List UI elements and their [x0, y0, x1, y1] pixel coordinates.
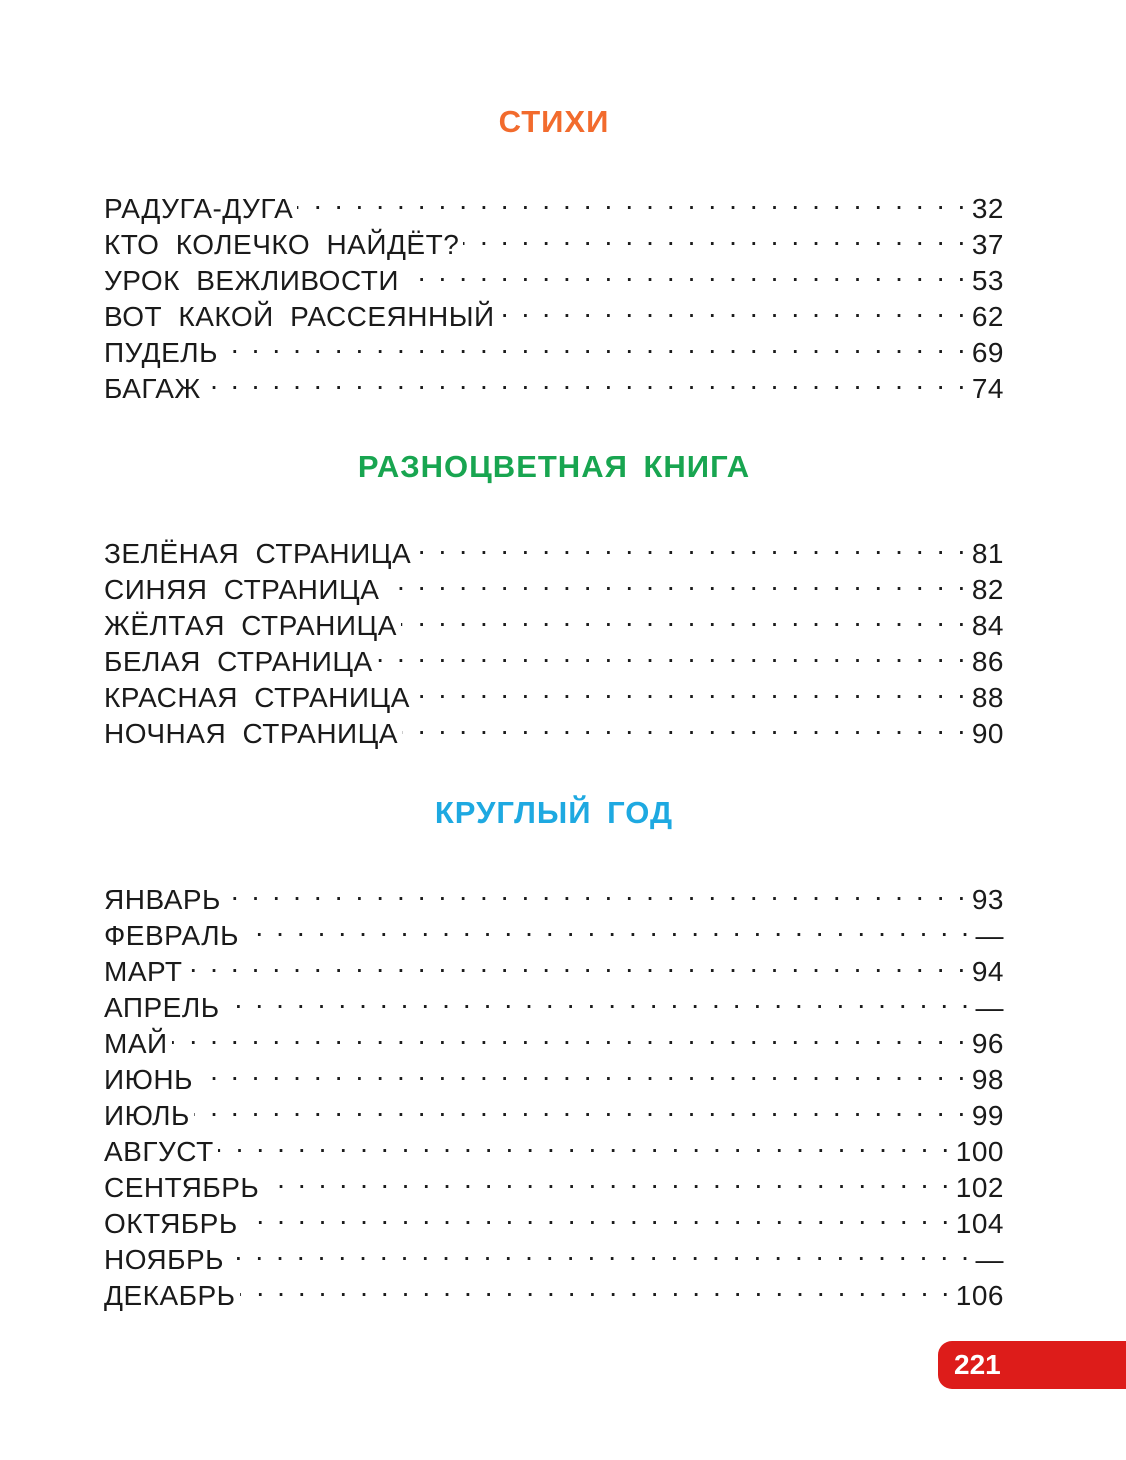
entry-label: МАРТ	[104, 956, 183, 987]
page-number: 221	[954, 1349, 1001, 1380]
dot-leader	[402, 707, 968, 743]
section-poems	[104, 102, 1004, 404]
entry-page: —	[975, 920, 1004, 951]
dot-leader	[401, 599, 968, 635]
entry-page: 96	[971, 1028, 1004, 1059]
entry-label: ЯНВАРЬ	[104, 884, 221, 915]
entry-page: 90	[971, 718, 1004, 749]
toc-entry[interactable]	[104, 182, 1004, 224]
entry-label: АПРЕЛЬ	[104, 992, 220, 1023]
dot-leader	[414, 671, 968, 707]
toc-entry[interactable]	[104, 362, 1004, 404]
entry-label: СИНЯЯ СТРАНИЦА	[104, 574, 380, 605]
entry-label: УРОК ВЕЖЛИВОСТИ	[104, 265, 399, 296]
dot-leader	[242, 1197, 952, 1233]
entry-page: 37	[971, 229, 1004, 260]
toc-entry[interactable]	[104, 527, 1004, 569]
dot-leader	[205, 362, 968, 398]
toc-entry[interactable]	[104, 945, 1004, 987]
entry-label: АВГУСТ	[104, 1136, 214, 1167]
toc-entry[interactable]	[104, 1125, 1004, 1167]
entry-page: —	[975, 1244, 1004, 1275]
dot-leader	[377, 635, 968, 671]
entry-page: 86	[971, 646, 1004, 677]
entry-label: ИЮЛЬ	[104, 1100, 190, 1131]
dot-leader	[263, 1161, 952, 1197]
toc-entry[interactable]	[104, 1017, 1004, 1059]
entry-label: ВОТ КАКОЙ РАССЕЯННЫЙ	[104, 301, 495, 332]
dot-leader	[197, 1053, 968, 1089]
section-title: РАЗНОЦВЕТНАЯ КНИГА	[357, 449, 751, 484]
entry-label: ОКТЯБРЬ	[104, 1208, 238, 1239]
toc-entry[interactable]	[104, 873, 1004, 915]
toc-entry[interactable]	[104, 981, 1004, 1023]
section-title: КРУГЛЫЙ ГОД	[434, 795, 674, 830]
entry-page: 82	[971, 574, 1004, 605]
entry-page: 69	[971, 337, 1004, 368]
entry-page: 62	[971, 301, 1004, 332]
entry-page: 53	[971, 265, 1004, 296]
toc-entry[interactable]	[104, 1161, 1004, 1203]
section-title: СТИХИ	[498, 104, 610, 139]
page-number-badge	[938, 1341, 1126, 1389]
dot-leader	[222, 326, 968, 362]
entry-page: 81	[971, 538, 1004, 569]
dot-leader	[403, 254, 968, 290]
dot-leader	[172, 1017, 968, 1053]
entry-label: КТО КОЛЕЧКО НАЙДЁТ?	[104, 229, 460, 260]
dot-leader	[383, 563, 967, 599]
entry-page: 93	[971, 884, 1004, 915]
entry-list	[104, 182, 1004, 404]
entry-page: 106	[955, 1280, 1004, 1311]
toc-entry[interactable]	[104, 1053, 1004, 1095]
toc-entry[interactable]	[104, 326, 1004, 368]
entry-label: КРАСНАЯ СТРАНИЦА	[104, 682, 410, 713]
entry-page: 88	[971, 682, 1004, 713]
entry-page: 84	[971, 610, 1004, 641]
dot-leader	[225, 873, 968, 909]
dot-leader	[415, 527, 968, 563]
dot-leader	[240, 1269, 952, 1305]
dot-leader	[243, 909, 972, 945]
entry-label: НОЧНАЯ СТРАНИЦА	[104, 718, 399, 749]
toc-entry[interactable]	[104, 909, 1004, 951]
entry-label: ФЕВРАЛЬ	[104, 920, 239, 951]
entry-page: 104	[955, 1208, 1004, 1239]
entry-page: 99	[971, 1100, 1004, 1131]
entry-label: ЗЕЛЁНАЯ СТРАНИЦА	[104, 538, 412, 569]
entry-page: 100	[955, 1136, 1004, 1167]
dot-leader	[218, 1125, 952, 1161]
toc-entry[interactable]	[104, 1233, 1004, 1275]
toc-entry[interactable]	[104, 1269, 1004, 1311]
dot-leader	[224, 981, 972, 1017]
entry-label: БЕЛАЯ СТРАНИЦА	[104, 646, 373, 677]
entry-label: ДЕКАБРЬ	[104, 1280, 236, 1311]
entry-label: ИЮНЬ	[104, 1064, 194, 1095]
section-colorful-book	[104, 447, 1004, 749]
entry-label: БАГАЖ	[104, 373, 201, 404]
entry-label: ПУДЕЛЬ	[104, 337, 219, 368]
dot-leader	[228, 1233, 971, 1269]
toc-entry[interactable]	[104, 1089, 1004, 1131]
entry-list	[104, 873, 1004, 1311]
entry-label: СЕНТЯБРЬ	[104, 1172, 260, 1203]
entry-label: РАДУГА-ДУГА	[104, 193, 294, 224]
section-round-year	[104, 793, 1004, 1311]
entry-page: —	[975, 992, 1004, 1023]
entry-page: 94	[971, 956, 1004, 987]
entry-page: 98	[971, 1064, 1004, 1095]
dot-leader	[463, 218, 968, 254]
dot-leader	[499, 290, 968, 326]
entry-page: 32	[971, 193, 1004, 224]
entry-list	[104, 527, 1004, 749]
entry-label: ЖЁЛТАЯ СТРАНИЦА	[104, 610, 397, 641]
entry-label: НОЯБРЬ	[104, 1244, 225, 1275]
dot-leader	[297, 182, 968, 218]
entry-label: МАЙ	[104, 1028, 168, 1059]
entry-page: 102	[955, 1172, 1004, 1203]
dot-leader	[187, 945, 968, 981]
dot-leader	[194, 1089, 968, 1125]
entry-page: 74	[971, 373, 1004, 404]
